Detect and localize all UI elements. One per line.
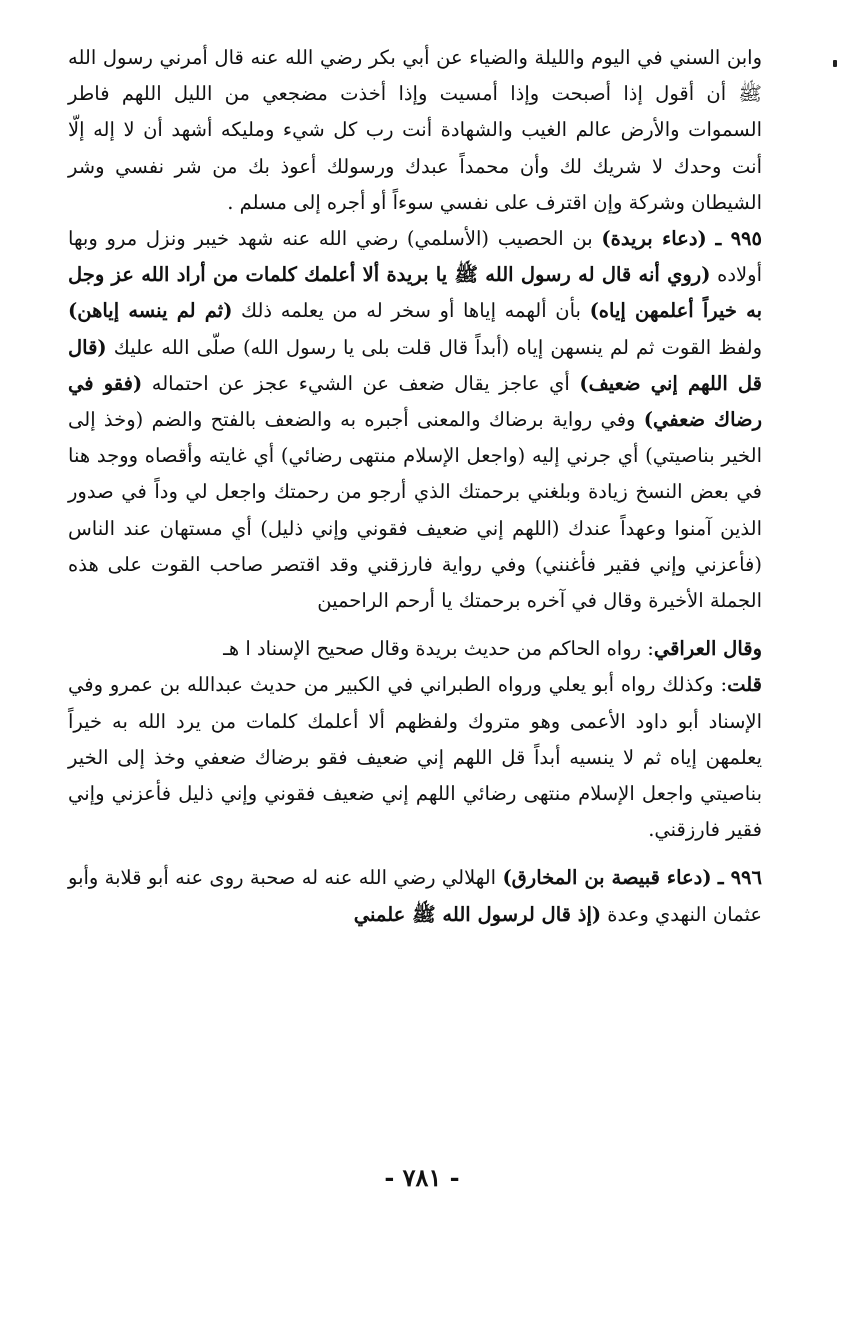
commentary-label: وقال العراقي [653, 637, 762, 661]
entry-title: (دعاء بريدة) [601, 227, 707, 251]
page-number: - ٧٨١ - [384, 1163, 460, 1192]
commentary [68, 631, 762, 848]
commentary-text: : وكذلك رواه أبو يعلي ورواه الطبراني في الكبير من حديث عبدالله بن عمرو وفي الإسناد أبو داود الأعمى وهو متروك ولفظهم ألا أعلمك كلمات من يرد الله به خيراً يعلمهن إياه ثم لا ينسيه أبداً قل اللهم إني ضعيف فقو برضاك ضعفي وخذ إلى الخير بناصيتي واجعل الإسلام منتهى رضائي اللهم إني ضعيف فقوني وإني ذليل فأعزني وإني فقير فارزقني. [68, 673, 762, 842]
spacer [68, 848, 762, 860]
entry-text: بأن ألهمه إياها أو سخر له من يعلمه ذلك [232, 299, 590, 323]
entry-text: وفي رواية برضاك والمعنى أجبره به والضعف بالفتح والضم (وخذ إلى الخير بناصيتي) أي جرني إليه (واجعل الإسلام منتهى رضائي) أي غايته وأقصاه ووجد هنا في بعض النسخ زيادة وبلغني برحمتك الذي أرجو من رحمتك واجعل لي وداً في صدور الذين آمنوا وعهداً عندك (اللهم إني ضعيف فقوني وإني ذليل) أي مستهان عند الناس (فأعزني وإني فقير فأغنني) وفي رواية فارزقني وقد اقتصر صاحب القوت على هذه الجملة الأخيرة وقال في آخره برحمتك يا أرحم الراحمين [68, 408, 762, 613]
spacer [68, 619, 762, 631]
margin-mark [833, 60, 837, 67]
entry-text: الهلالي رضي الله عنه له صحبة روى عنه أبو قلابة وأبو عثمان النهدي وعدة [68, 866, 762, 926]
entry-text: بن الحصيب (الأسلمي) رضي الله عنه شهد خيبر ونزل مرو وبها أولاده [68, 227, 762, 287]
entry-title: (دعاء قبيصة بن المخارق) [502, 866, 712, 890]
hadith-quote: (قال قل اللهم إني ضعيف) [68, 335, 762, 395]
page-body [68, 40, 762, 933]
commentary-label: قلت [727, 673, 762, 697]
entry-text: أي عاجز يقال ضعف عن الشيء عجز عن احتماله [142, 371, 580, 395]
entry-995 [68, 221, 762, 619]
entry-number: ٩٩٦ ـ [717, 866, 762, 890]
entry-number: ٩٩٥ ـ [715, 227, 762, 251]
hadith-quote: (روي أنه قال له رسول الله ﷺ يا بريدة ألا أعلمك كلمات من أراد الله عز وجل به خيراً أعلمهن إياه) [68, 263, 763, 323]
hadith-quote: (فقو في رضاك ضعفي) [68, 371, 762, 432]
hadith-quote: (ثم لم ينسه إياهن) [68, 299, 233, 323]
entry-text: ولفظ القوت ثم لم ينسهن إياه (أبداً قال قلت بلى يا رسول الله) صلّى الله عليك [106, 335, 762, 359]
paragraph-abu-bakr-hadith [68, 40, 762, 221]
commentary-text: : رواه الحاكم من حديث بريدة وقال صحيح الإسناد ا هـ [223, 637, 654, 661]
hadith-quote: (إذ قال لرسول الله ﷺ علمني [353, 902, 602, 926]
paragraph-text: وابن السني في اليوم والليلة والضياء عن أبي بكر رضي الله عنه قال أمرني رسول الله ﷺ أن أقول إذا أصبحت وإذا أمسيت وإذا أخذت مضجعي من الليل اللهم فاطر السموات والأرض عالم الغيب والشهادة أنت رب كل شيء ومليكه أشهد أن لا إله إلّا أنت وحدك لا شريك لك وأن محمداً عبدك ورسولك أعوذ بك من شر نفسي وشر الشيطان وشركة وإن اقترف على نفسي سوءاً أو أجره إلى مسلم . [68, 46, 762, 214]
entry-996 [68, 860, 762, 932]
